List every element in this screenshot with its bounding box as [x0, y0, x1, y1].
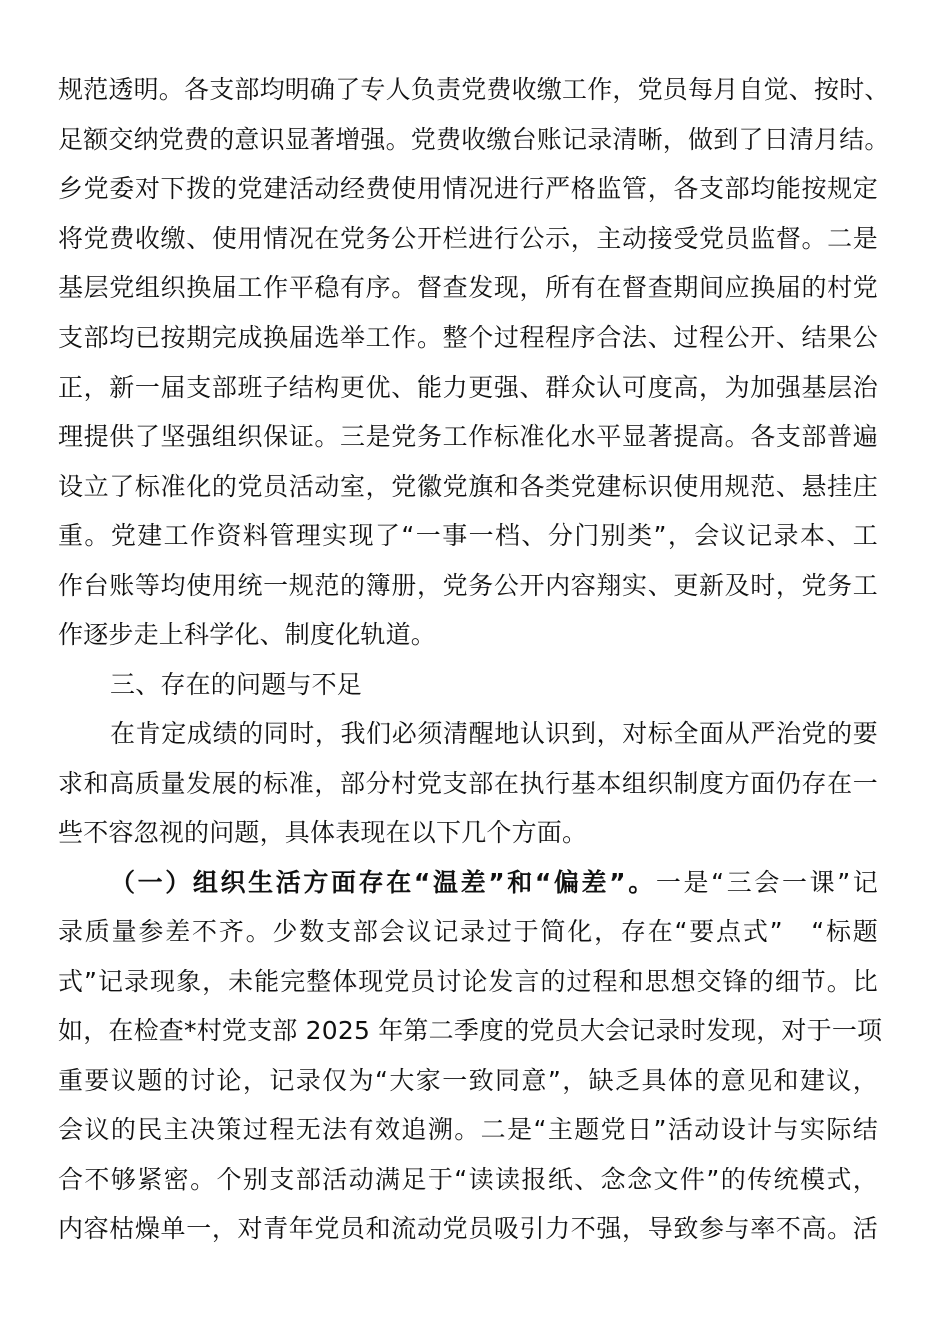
- paragraph-line: 理提供了坚强组织保证。三是党务工作标准化水平显著提高。各支部普遍: [58, 422, 878, 451]
- paragraph-line: 基层党组织换届工作平稳有序。督查发现，所有在督查期间应换届的村党: [58, 273, 878, 302]
- paragraph-line: 乡党委对下拨的党建活动经费使用情况进行严格监管，各支部均能按规定: [58, 174, 878, 203]
- subsection-line: 录质量参差不齐。少数支部会议记录过于简化，存在“要点式” “标题: [58, 917, 878, 946]
- paragraph-line: 将党费收缴、使用情况在党务公开栏进行公示，主动接受党员监督。二是: [58, 224, 878, 253]
- paragraph-line: 足额交纳党费的意识显著增强。党费收缴台账记录清晰，做到了日清月结。: [58, 125, 890, 154]
- subsection-line: 合不够紧密。个别支部活动满足于“读读报纸、念念文件”的传统模式，: [58, 1165, 878, 1194]
- paragraph-line: 作台账等均使用统一规范的簿册，党务公开内容翔实、更新及时，党务工: [58, 571, 878, 600]
- paragraph-line: 正，新一届支部班子结构更优、能力更强、群众认可度高，为加强基层治: [58, 373, 878, 402]
- subsection-title: （一）组织生活方面存在“温差”和“偏差”。: [110, 868, 656, 897]
- paragraph-line: 作逐步走上科学化、制度化轨道。: [58, 620, 437, 649]
- paragraph-line: 规范透明。各支部均明确了专人负责党费收缴工作，党员每月自觉、按时、: [58, 75, 890, 104]
- paragraph-line: 设立了标准化的党员活动室，党徽党旗和各类党建标识使用规范、悬挂庄: [58, 472, 878, 501]
- intro-line: 求和高质量发展的标准，部分村党支部在执行基本组织制度方面仍存在一: [58, 769, 878, 798]
- subsection-line: 重要议题的讨论，记录仅为“大家一致同意”，缺乏具体的意见和建议，: [58, 1066, 878, 1095]
- intro-line: 在肯定成绩的同时，我们必须清醒地认识到，对标全面从严治党的要: [110, 719, 878, 748]
- paragraph-line: 重。党建工作资料管理实现了“一事一档、分门别类”，会议记录本、工: [58, 521, 878, 550]
- subsection-first-line: [110, 863, 878, 903]
- subsection-text: 一是“三会一课”记: [655, 868, 878, 897]
- subsection-line: 内容枯燥单一，对青年党员和流动党员吸引力不强，导致参与率不高。活: [58, 1214, 878, 1243]
- subsection-line: 会议的民主决策过程无法有效追溯。二是“主题党日”活动设计与实际结: [58, 1115, 878, 1144]
- section-heading: 三、存在的问题与不足: [110, 670, 363, 699]
- paragraph-line: 支部均已按期完成换届选举工作。整个过程程序合法、过程公开、结果公: [58, 323, 878, 352]
- subsection-line: 式”记录现象，未能完整体现党员讨论发言的过程和思想交锋的细节。比: [58, 967, 878, 996]
- intro-line: 些不容忽视的问题，具体表现在以下几个方面。: [58, 818, 588, 847]
- subsection-line: 如，在检查*村党支部 2025 年第二季度的党员大会记录时发现，对于一项: [58, 1016, 883, 1045]
